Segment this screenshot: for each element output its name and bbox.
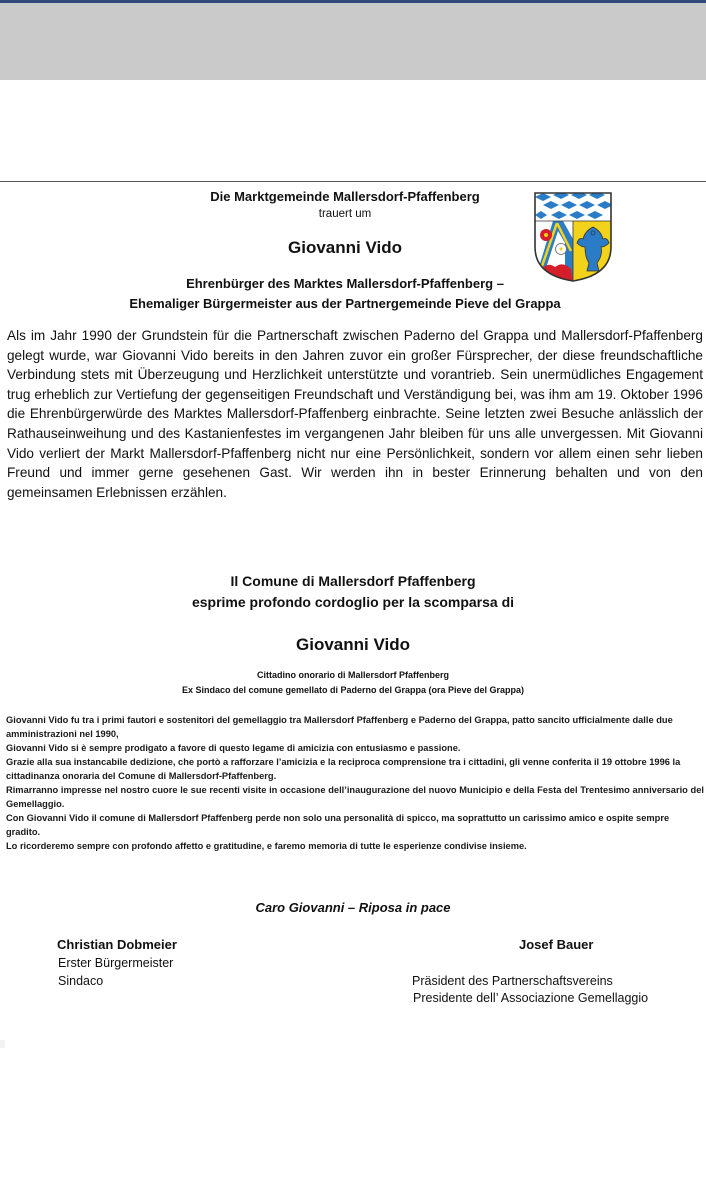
municipality-it: Il Comune di Mallersdorf Pfaffenberg bbox=[230, 573, 476, 589]
italian-paragraph: Lo ricorderemo sempre con profondo affetto e gratitudine, e faremo memoria di tutte le esperienze condivise insieme. bbox=[6, 841, 527, 851]
page-edge-mark bbox=[0, 1040, 5, 1048]
signatory-name-mayor: Christian Dobmeier bbox=[57, 937, 177, 952]
former-mayor-title-it: Ex Sindaco del comune gemellato di Paderno del Grappa (ora Pieve del Grappa) bbox=[181, 685, 525, 695]
signatory-role-de-president: Präsident des Partnerschaftsvereins bbox=[412, 974, 613, 988]
italian-body bbox=[6, 713, 704, 853]
coat-of-arms-icon bbox=[533, 191, 613, 283]
header-gray-band bbox=[0, 3, 706, 80]
italian-paragraph: Con Giovanni Vido il comune di Mallersdorf Pfaffenberg perde non solo una personalità di spicco, ma soprattutto un carissimo amico e ospite sempre gradito. bbox=[6, 813, 670, 837]
honorary-title-de: Ehrenbürger des Marktes Mallersdorf-Pfaffenberg – bbox=[186, 276, 504, 291]
italian-paragraph: Grazie alla sua instancabile dedizione, che portò a rafforzare l’amicizia e la reciproca comprensione tra i cittadini, gli venne conferita il 19 ottobre 1996 la cittadinanza onoraria del Comune di Mallersdorf-Pfaffenberg. bbox=[6, 757, 681, 781]
honorary-title-it: Cittadino onorario di Mallersdorf Pfaffenberg bbox=[256, 670, 449, 680]
deceased-name-it: Giovanni Vido bbox=[296, 635, 410, 654]
german-body-paragraph: Als im Jahr 1990 der Grundstein für die Partnerschaft zwischen Paderno del Grappa und Mallersdorf-Pfaffenberg gelegt wurde, war Giovanni Vido bereits in den Jahren zuvor ein großer Fürsprecher, der diese freundschaftliche Verbindung stets mit Überzeugung und Herzlichkeit unterstützte und vorantrieb. Sein unermüdliches Engagement trug erheblich zur Vertiefung der gegenseitigen Freundschaft und Verständigung bei, was ihm am 19. Oktober 1996 die Ehrenbürgerwürde des Marktes Mallersdorf-Pfaffenberg einbrachte. Seine letzten zwei Besuche anlässlich der Rathauseinweihung und des Kastanienfestes im vergangenen Jahr bleiben für uns alle unvergessen. Mit Giovanni Vido verliert der Markt Mallersdorf-Pfaffenberg nicht nur eine Persönlichkeit, sondern vor allem einen sehr lieben Freund und immer gerne gesehenen Gast. Wir werden ihn in bester Erinnerung behalten und von den gemeinsamen Erlebnissen erzählen. bbox=[7, 328, 703, 500]
italian-paragraph: Giovanni Vido si è sempre prodigato a favore di questo legame di amicizia con entusiasmo e passione. bbox=[6, 743, 461, 753]
italian-paragraph: Rimarranno impresse nel nostro cuore le sue recenti visite in occasione dell’inaugurazione del nuovo Municipio e della Festa del Trentesimo anniversario del Gemellaggio. bbox=[6, 785, 704, 809]
signatory-role-it-president: Presidente dell’ Associazione Gemellaggio bbox=[413, 991, 649, 1005]
signatory-role-it-mayor: Sindaco bbox=[58, 974, 104, 988]
signatory-name-president: Josef Bauer bbox=[519, 937, 594, 952]
deceased-name-de: Giovanni Vido bbox=[288, 238, 402, 257]
mourns-text: trauert um bbox=[318, 208, 372, 220]
condolence-text: esprime profondo cordoglio per la scomparsa di bbox=[191, 594, 515, 610]
signatory-role-de-mayor: Erster Bürgermeister bbox=[58, 956, 174, 970]
former-mayor-title-de: Ehemaliger Bürgermeister aus der Partnergemeinde Pieve del Grappa bbox=[129, 296, 561, 311]
italian-paragraph: Giovanni Vido fu tra i primi fautori e sostenitori del gemellaggio tra Mallersdorf Pfaffenberg e Paderno del Grappa, patto sancito ufficialmente dalle due amministrazioni nel 1990, bbox=[6, 715, 673, 739]
closing-line: Caro Giovanni – Riposa in pace bbox=[255, 900, 451, 915]
document-top-rule bbox=[0, 181, 706, 182]
municipality-de: Die Marktgemeinde Mallersdorf-Pfaffenberg bbox=[210, 189, 480, 204]
